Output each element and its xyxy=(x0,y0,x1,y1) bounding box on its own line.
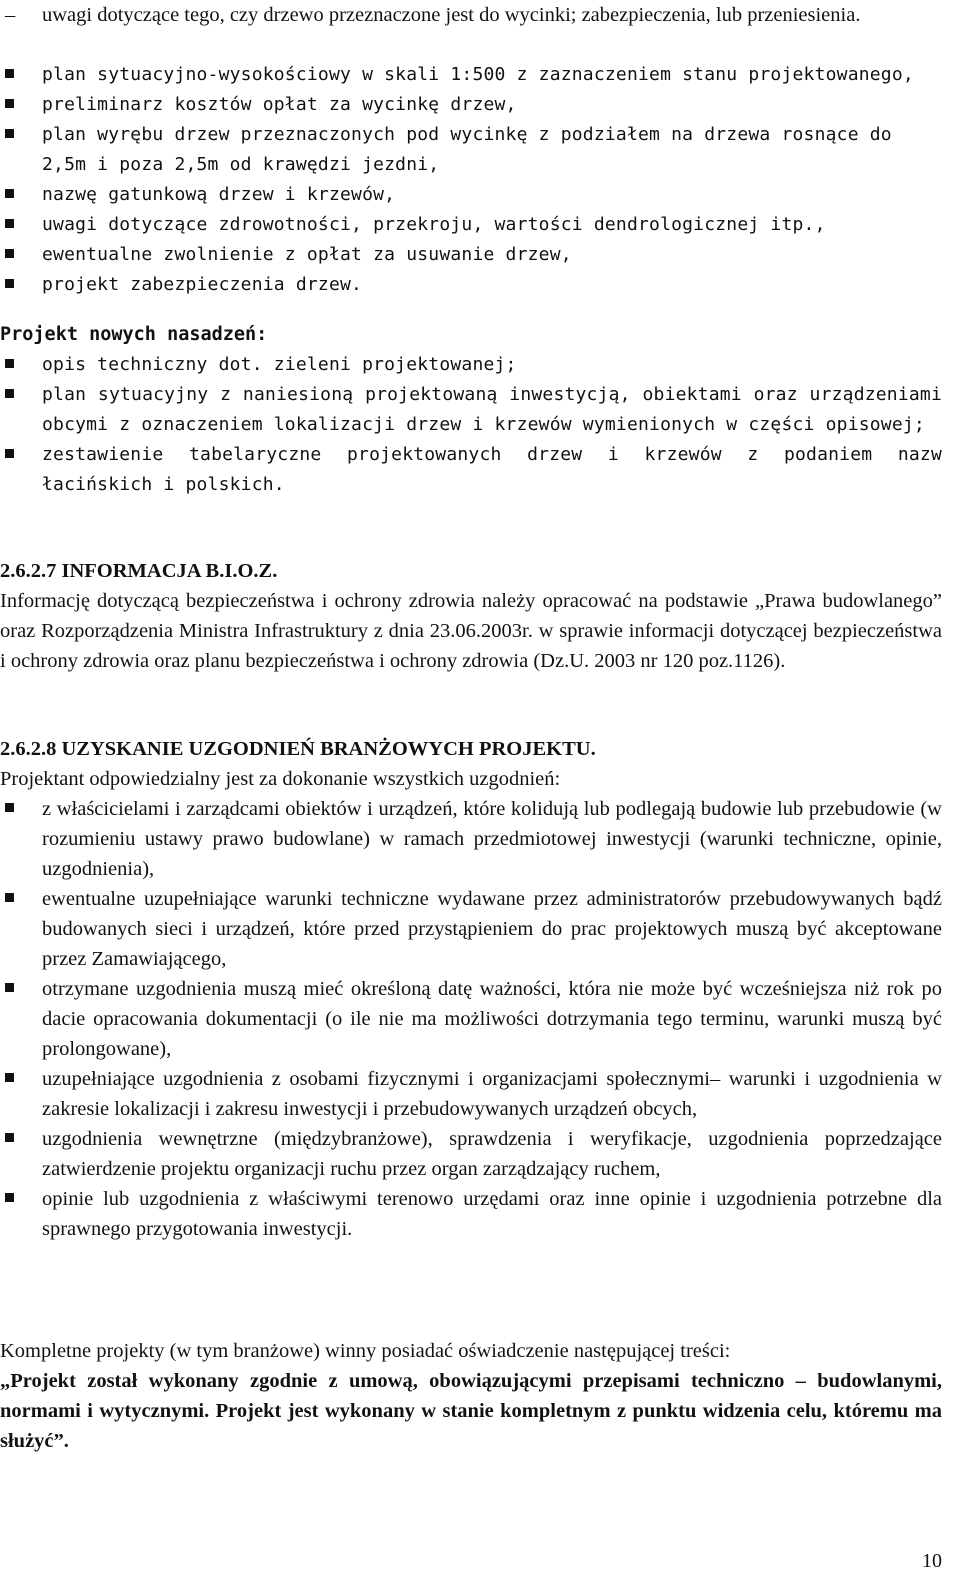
bioz-heading: 2.6.2.7 INFORMACJA B.I.O.Z. xyxy=(0,560,278,582)
bullet-square-icon xyxy=(5,189,14,198)
closing-statement: „Projekt został wykonany zgodnie z umową, obowiązującymi przepisami techniczno – budowlanymi, normami i wytycznymi. Projekt jest wykonany w stanie kompletnym z punktu widzenia celu, któremu ma służyć”. xyxy=(0,1370,942,1452)
list-item: uwagi dotyczące zdrowotności, przekroju, wartości dendrologicznej itp., xyxy=(0,210,942,240)
bullet-square-icon xyxy=(5,249,14,258)
approvals-section xyxy=(0,734,960,1244)
bullet-square-icon xyxy=(5,449,14,458)
approvals-heading: 2.6.2.8 UZYSKANIE UZGODNIEŃ BRANŻOWYCH PROJEKTU. xyxy=(0,738,596,760)
list-item: zestawienie tabelaryczne projektowanych drzew i krzewów z podaniem nazw łacińskich i polskich. xyxy=(0,440,942,500)
bullet-square-icon xyxy=(5,359,14,368)
list-item: nazwę gatunkową drzew i krzewów, xyxy=(0,180,942,210)
bullet-square-icon xyxy=(5,99,14,108)
bioz-paragraph: Informację dotyczącą bezpieczeństwa i ochrony zdrowia należy opracować na podstawie „Prawa budowlanego” oraz Rozporządzenia Ministra Infrastruktury z dnia 23.06.2003r. w sprawie informacji dotyczącej bezpieczeństwa i ochrony zdrowia oraz planu bezpieczeństwa i ochrony zdrowia (Dz.U. 2003 nr 120 poz.1126). xyxy=(0,590,942,672)
felling-list xyxy=(0,60,960,300)
approvals-intro: Projektant odpowiedzialny jest za dokonanie wszystkich uzgodnień: xyxy=(0,768,561,790)
planting-heading: Projekt nowych nasadzeń: xyxy=(0,324,268,345)
list-item: z właścicielami i zarządcami obiektów i urządzeń, które kolidują lub podlegają budowie lub przebudowie (w rozumieniu ustawy prawo budowlane) w ramach przedmiotowej inwestycji (warunki techniczne, opinie, uzgodnienia), xyxy=(0,794,942,884)
bullet-square-icon xyxy=(5,893,14,902)
bullet-square-icon xyxy=(5,1073,14,1082)
dash-marker: – xyxy=(5,4,16,26)
bioz-section xyxy=(0,556,960,676)
list-item: otrzymane uzgodnienia muszą mieć określoną datę ważności, która nie może być wcześniejsza niż rok po dacie opracowania dokumentacji (o ile nie ma możliwości dotrzymania tego terminu, warunki muszą być prolongowane), xyxy=(0,974,942,1064)
list-item: opis techniczny dot. zieleni projektowanej; xyxy=(0,350,942,380)
continuation-block xyxy=(0,0,960,30)
list-item: opinie lub uzgodnienia z właściwymi terenowo urzędami oraz inne opinie i uzgodnienia potrzebne dla sprawnego przygotowania inwestycji. xyxy=(0,1184,942,1244)
list-item: plan wyrębu drzew przeznaczonych pod wycinkę z podziałem na drzewa rosnące do 2,5m i poza 2,5m od krawędzi jezdni, xyxy=(0,120,942,180)
bullet-square-icon xyxy=(5,389,14,398)
closing-intro: Kompletne projekty (w tym branżowe) winny posiadać oświadczenie następującej treści: xyxy=(0,1340,731,1362)
bullet-square-icon xyxy=(5,1193,14,1202)
dash-list-item xyxy=(0,0,942,30)
bullet-square-icon xyxy=(5,279,14,288)
list-item: uzupełniające uzgodnienia z osobami fizycznymi i organizacjami społecznymi– warunki i uzgodnienia w zakresie lokalizacji i zakresu inwestycji i przebudowywanych urządzeń obcych, xyxy=(0,1064,942,1124)
bullet-square-icon xyxy=(5,69,14,78)
bullet-square-icon xyxy=(5,219,14,228)
list-item: preliminarz kosztów opłat za wycinkę drzew, xyxy=(0,90,942,120)
list-item: plan sytuacyjny z naniesioną projektowaną inwestycją, obiektami oraz urządzeniami obcymi z oznaczeniem lokalizacji drzew i krzewów wymienionych w części opisowej; xyxy=(0,380,942,440)
page-number: 10 xyxy=(922,1550,942,1572)
list-item: uzgodnienia wewnętrzne (międzybranżowe), sprawdzenia i weryfikacje, uzgodnienia poprzedzające zatwierdzenie projektu organizacji ruchu przez organ zarządzający ruchem, xyxy=(0,1124,942,1184)
list-item: ewentualne uzupełniające warunki techniczne wydawane przez administratorów przebudowywanych bądź budowanych sieci i urządzeń, które przed przystąpieniem do prac projektowych muszą być akceptowane przez Zamawiającego, xyxy=(0,884,942,974)
bullet-square-icon xyxy=(5,1133,14,1142)
list-item: plan sytuacyjno-wysokościowy w skali 1:500 z zaznaczeniem stanu projektowanego, xyxy=(0,60,942,90)
bullet-square-icon xyxy=(5,129,14,138)
bullet-square-icon xyxy=(5,983,14,992)
list-item: ewentualne zwolnienie z opłat za usuwanie drzew, xyxy=(0,240,942,270)
planting-section xyxy=(0,320,960,500)
closing-section xyxy=(0,1336,960,1456)
bullet-square-icon xyxy=(5,803,14,812)
list-item: projekt zabezpieczenia drzew. xyxy=(0,270,942,300)
dash-item-text: uwagi dotyczące tego, czy drzewo przeznaczone jest do wycinki; zabezpieczenia, lub przeniesienia. xyxy=(42,4,861,26)
